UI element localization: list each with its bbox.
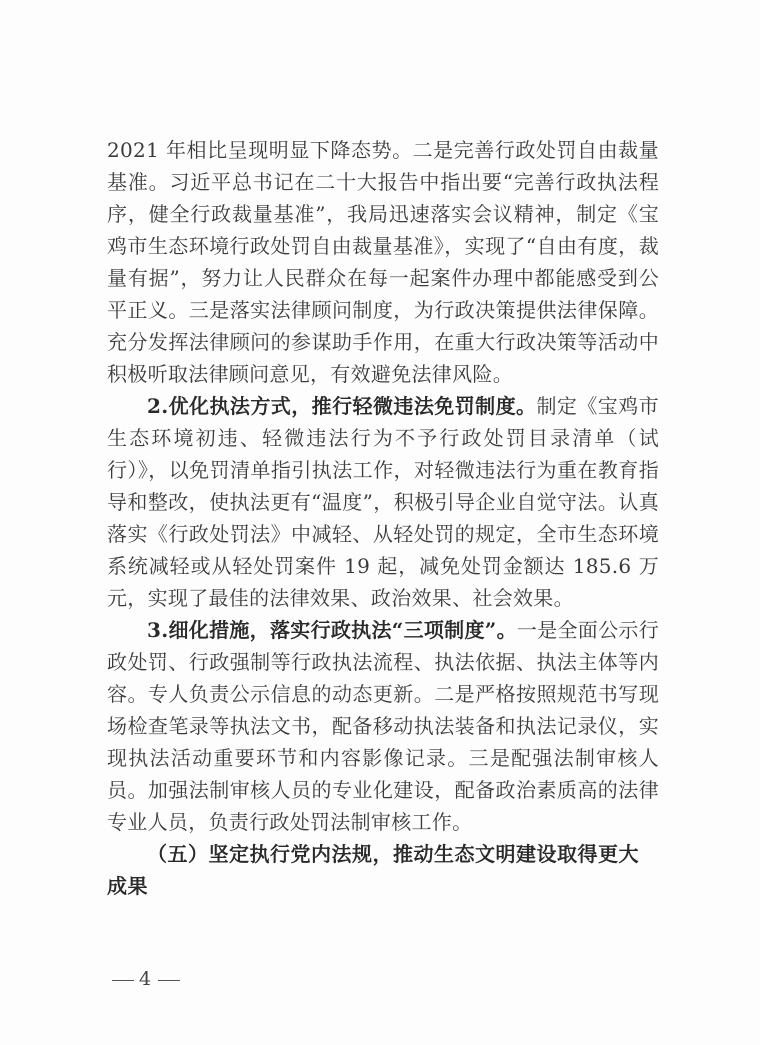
paragraph-text: 2021 年相比呈现明显下降态势。二是完善行政处罚自由裁量基准。习近平总书记在二十大报告中指出要“完善行政执法程序，健全行政裁量基准”，我局迅速落实会议精神，制定《宝鸡市生态环境行政处罚自由裁量基准》，实现了“自由有度，裁量有据”，努力让人民群众在每一起案件办理中都能感受到公平正义。三是落实法律顾问制度，为行政决策提供法律保障。充分发挥法律顾问的参谋助手作用，在重大行政决策等活动中积极听取法律顾问意见，有效避免法律风险。 [107, 138, 659, 386]
paragraph-item-3 [107, 614, 659, 838]
page-number [107, 967, 185, 991]
item-2-lead: 2.优化执法方式，推行轻微违法免罚制度。 [147, 394, 537, 418]
paragraph-item-2 [107, 390, 659, 614]
item-3-text: 一是全面公示行政处罚、行政强制等行政执法流程、执法依据、执法主体等内容。专人负责公示信息的动态更新。二是严格按照规范书写现场检查笔录等执法文书，配备移动执法装备和执法记录仪，实现执法活动重要环节和内容影像记录。三是配强法制审核人员。加强法制审核人员的专业化建设，配备政治素质高的法律专业人员，负责行政处罚法制审核工作。 [107, 618, 659, 834]
document-body [107, 134, 659, 902]
item-2-text: 制定《宝鸡市生态环境初违、轻微违法行为不予行政处罚目录清单（试行）》，以免罚清单指引执法工作，对轻微违法行为重在教育指导和整改，使执法更有“温度”，积极引导企业自觉守法。认真落实《行政处罚法》中减轻、从轻处罚的规定，全市生态环境系统减轻或从轻处罚案件 19 起，减免处罚金额达 185.6 万元，实现了最佳的法律效果、政治效果、社会效果。 [107, 394, 659, 610]
item-3-lead: 3.细化措施，落实行政执法“三项制度”。 [147, 618, 517, 642]
paragraph-continuation [107, 134, 659, 390]
dash-left [112, 980, 134, 981]
section-heading: （五）坚定执行党内法规，推动生态文明建设取得更大成果 [107, 842, 639, 898]
page-number-value: 4 [139, 968, 154, 990]
dash-right [158, 980, 180, 981]
